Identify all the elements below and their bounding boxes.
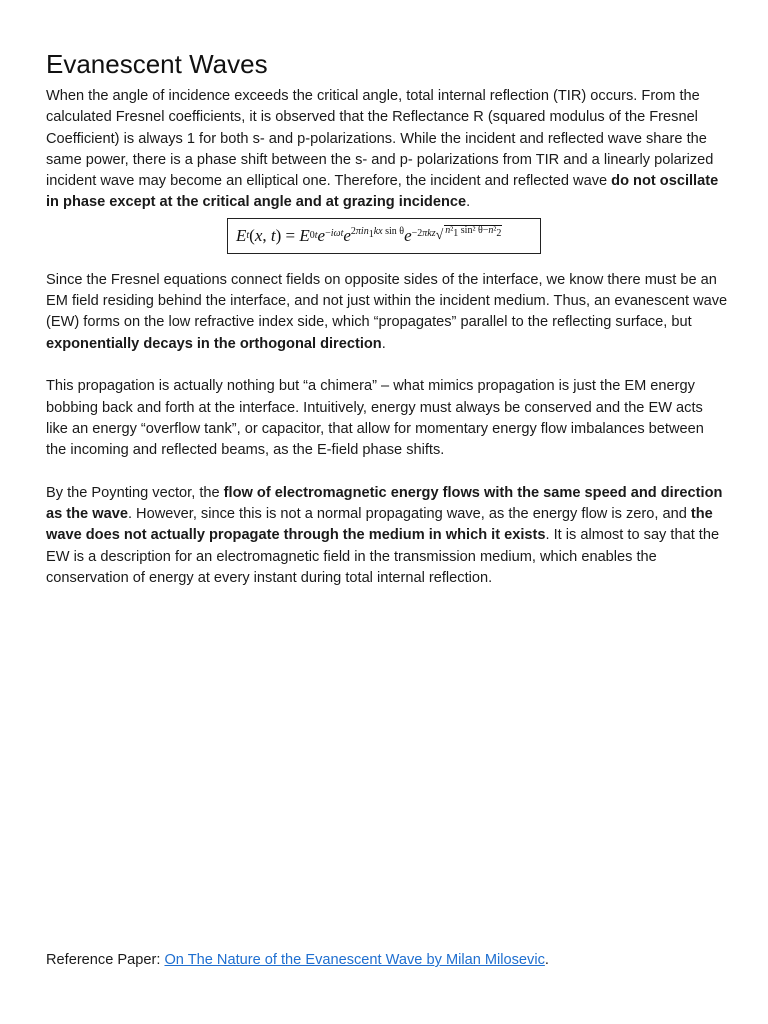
- punctuation: .: [544, 952, 549, 968]
- punctuation: .: [381, 335, 386, 352]
- paragraph-text: By the Poynting vector, the: [46, 484, 224, 501]
- document-body: [46, 48, 728, 589]
- paragraph-text: . However, since this is not a normal propagating wave, as the energy flow is zero, and: [127, 506, 691, 523]
- paragraph-poynting: [46, 483, 728, 589]
- punctuation: .: [466, 194, 471, 211]
- paragraph-text: . It is almost to say that the EW is a description for an electromagnetic field in the transmission medium, which enables the conservation of energy at every instant during total internal reflection.: [46, 527, 720, 586]
- paragraph-text: When the angle of incidence exceeds the critical angle, total internal reflection (TIR) occurs. From the calculated Fresnel coefficients, it is observed that the Reflectance R (squared modulus of the Fresnel Coefficient) is always 1 for both s- and p-polarizations. While the incident and reflected wave share the same power, there is a phase shift between the s- and p- polarizations from TIR and a linearly polarized incident wave may become an elliptical one. Therefore, the incident and reflected wave: [46, 88, 714, 190]
- formula-container: [46, 214, 728, 270]
- transmitted-field-equation: E t ( x , t ) = E 0t e $^{-i\omega t}$ e $^{2\pi in_1kx sin \theta}$ e $^{-2\pi kz}$ √ $^{n^2_1 sin^2 \theta-n^2_2}$: [227, 218, 541, 254]
- reference-footer: [46, 950, 549, 970]
- paragraph-field: [46, 270, 728, 355]
- bold-phrase: flow of electromagnetic energy flows with the same speed and direction as the wave: [46, 484, 723, 523]
- reference-label: Reference Paper:: [46, 952, 165, 968]
- bold-phrase: exponentially decays in the orthogonal direction: [46, 335, 382, 352]
- bold-phrase: the wave does not actually propagate through the medium in which it exists: [46, 506, 713, 544]
- bold-phrase: do not oscillate in phase except at the critical angle and at grazing incidence: [46, 173, 719, 211]
- paragraph-chimera: This propagation is actually nothing but “a chimera” – what mimics propagation is just the EM energy bobbing back and forth at the interface. Intuitively, energy must always be conserved and the EW acts like an energy “overflow tank”, or capacitor, that allow for momentary energy flow imbalances between the incoming and reflected beams, as the E-field phase shifts.: [46, 378, 704, 459]
- paragraph-tir: [46, 86, 728, 214]
- page-title: Evanescent Waves: [46, 49, 268, 79]
- paragraph-text: Since the Fresnel equations connect fields on opposite sides of the interface, we know there must be an EM field residing behind the interface, and not just within the incident medium. Thus, an evanescent wave (EW) forms on the low refractive index side, which “propagates” parallel to the reflecting surface, but: [46, 271, 728, 331]
- reference-paper-link[interactable]: On The Nature of the Evanescent Wave by Milan Milosevic: [164, 952, 545, 968]
